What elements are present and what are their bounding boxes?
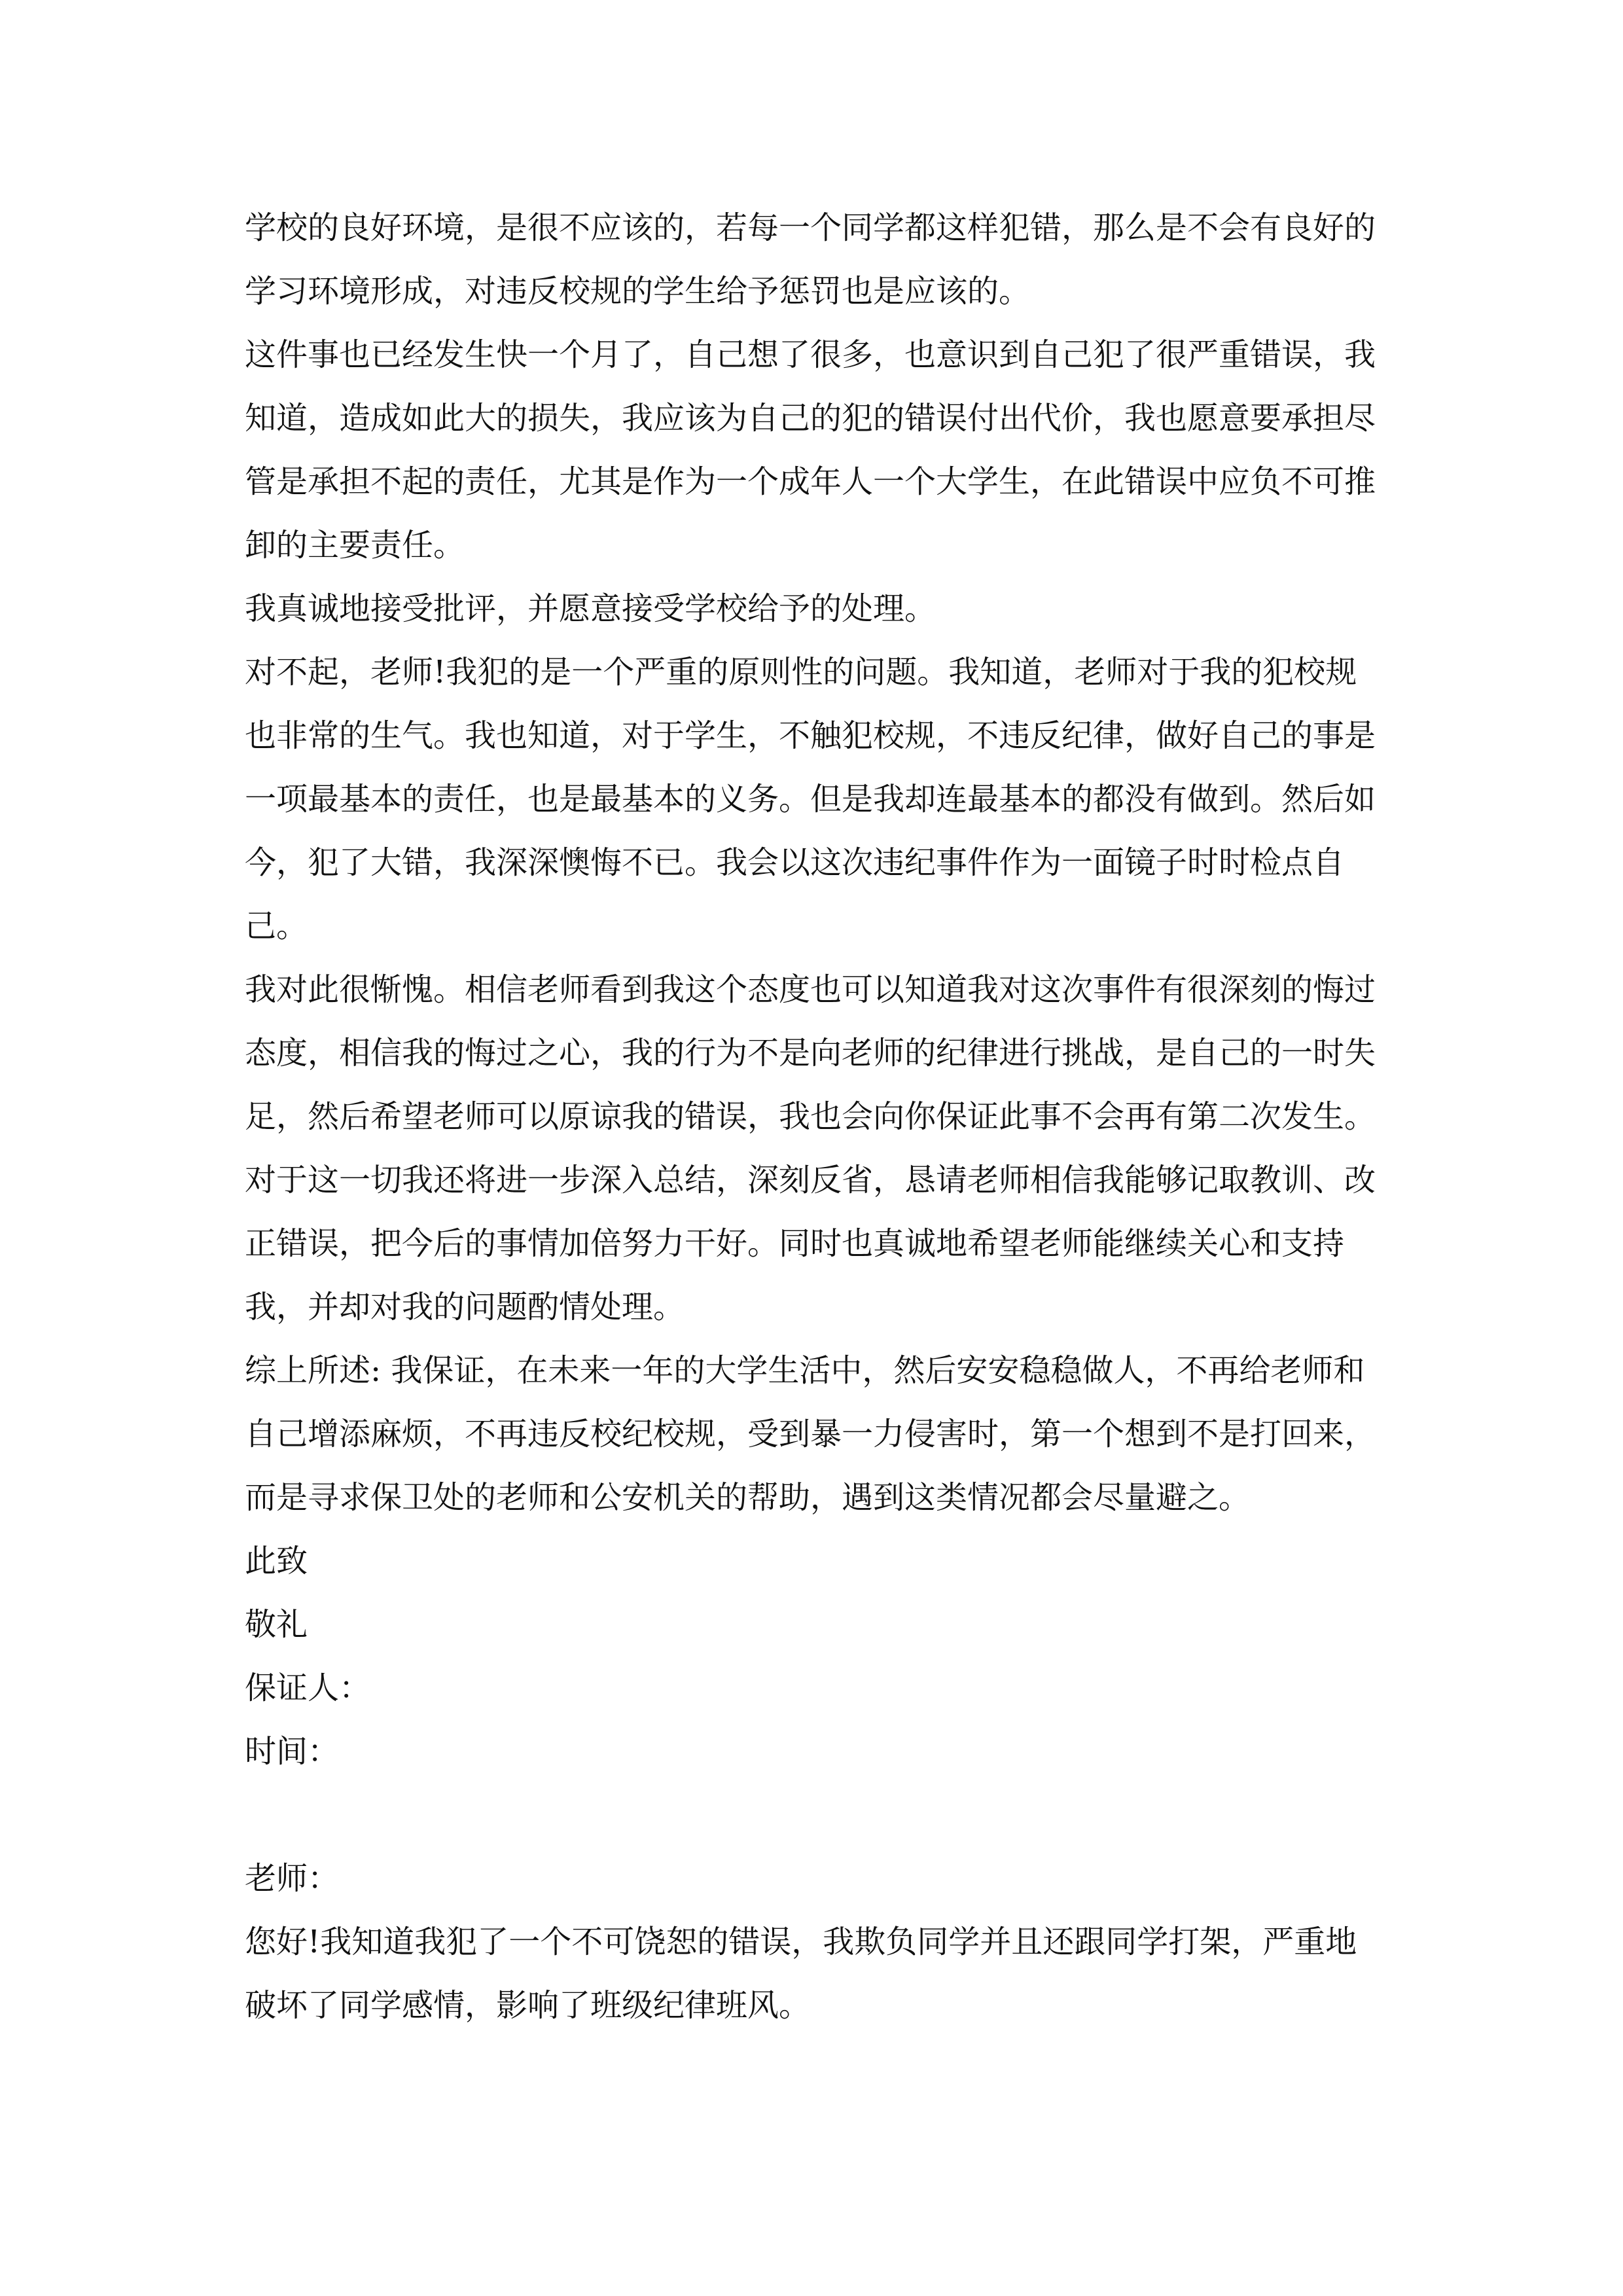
guarantor-label: 保证人： (245, 1670, 371, 1706)
blank-line (245, 1784, 1383, 1847)
paragraph: 这件事也已经发生快一个月了，自己想了很多，也意识到自己犯了很严重错误，我知道，造成如此大的损失，我应该为自己的犯的错误付出代价，我也愿意要承担尽管是承担不起的责任，尤其是作为一个成年人一个大学生，在此错误中应负不可推卸的主要责任。 (245, 336, 1376, 564)
paragraph: 您好!我知道我犯了一个不可饶恕的错误，我欺负同学并且还跟同学打架，严重地破坏了同学感情，影响了班级纪律班风。 (245, 1924, 1357, 2024)
paragraph: 我对此很惭愧。相信老师看到我这个态度也可以知道我对这次事件有很深刻的悔过态度，相信我的悔过之心，我的行为不是向老师的纪律进行挑战，是自己的一时失足，然后希望老师可以原谅我的错误，我也会向你保证此事不会再有第二次发生。对于这一切我还将进一步深入总结，深刻反省，恳请老师相信我能够记取教训、改正错误，把今后的事情加倍努力干好。同时也真诚地希望老师能继续关心和支持我，并却对我的问题酌情处理。 (245, 971, 1376, 1325)
time-label: 时间： (245, 1733, 340, 1770)
paragraph: 综上所述: 我保证，在未来一年的大学生活中，然后安安稳稳做人，不再给老师和自己增添麻烦，不再违反校纪校规，受到暴一力侵害时，第一个想到不是打回来，而是寻求保卫处的老师和公安机关的帮助，遇到这类情况都会尽量避之。 (245, 1352, 1376, 1516)
greeting: 老师： (245, 1860, 340, 1897)
paragraph: 对不起，老师!我犯的是一个严重的原则性的问题。我知道，老师对于我的犯校规也非常的生气。我也知道，对于学生，不触犯校规，不违反纪律，做好自己的事是一项最基本的责任，也是最基本的义务。但是我却连最基本的都没有做到。然后如今，犯了大错，我深深懊悔不已。我会以这次违纪事件作为一面镜子时时检点自己。 (245, 654, 1376, 944)
salutation-end: 敬礼 (245, 1606, 308, 1643)
paragraph: 我真诚地接受批评，并愿意接受学校给予的处理。 (245, 590, 936, 627)
closing-line: 此致 (245, 1543, 308, 1579)
paragraph: 学校的良好环境，是很不应该的，若每一个同学都这样犯错，那么是不会有良好的学习环境形成，对违反校规的学生给予惩罚也是应该的。 (245, 209, 1376, 310)
document-body (245, 196, 1383, 2037)
